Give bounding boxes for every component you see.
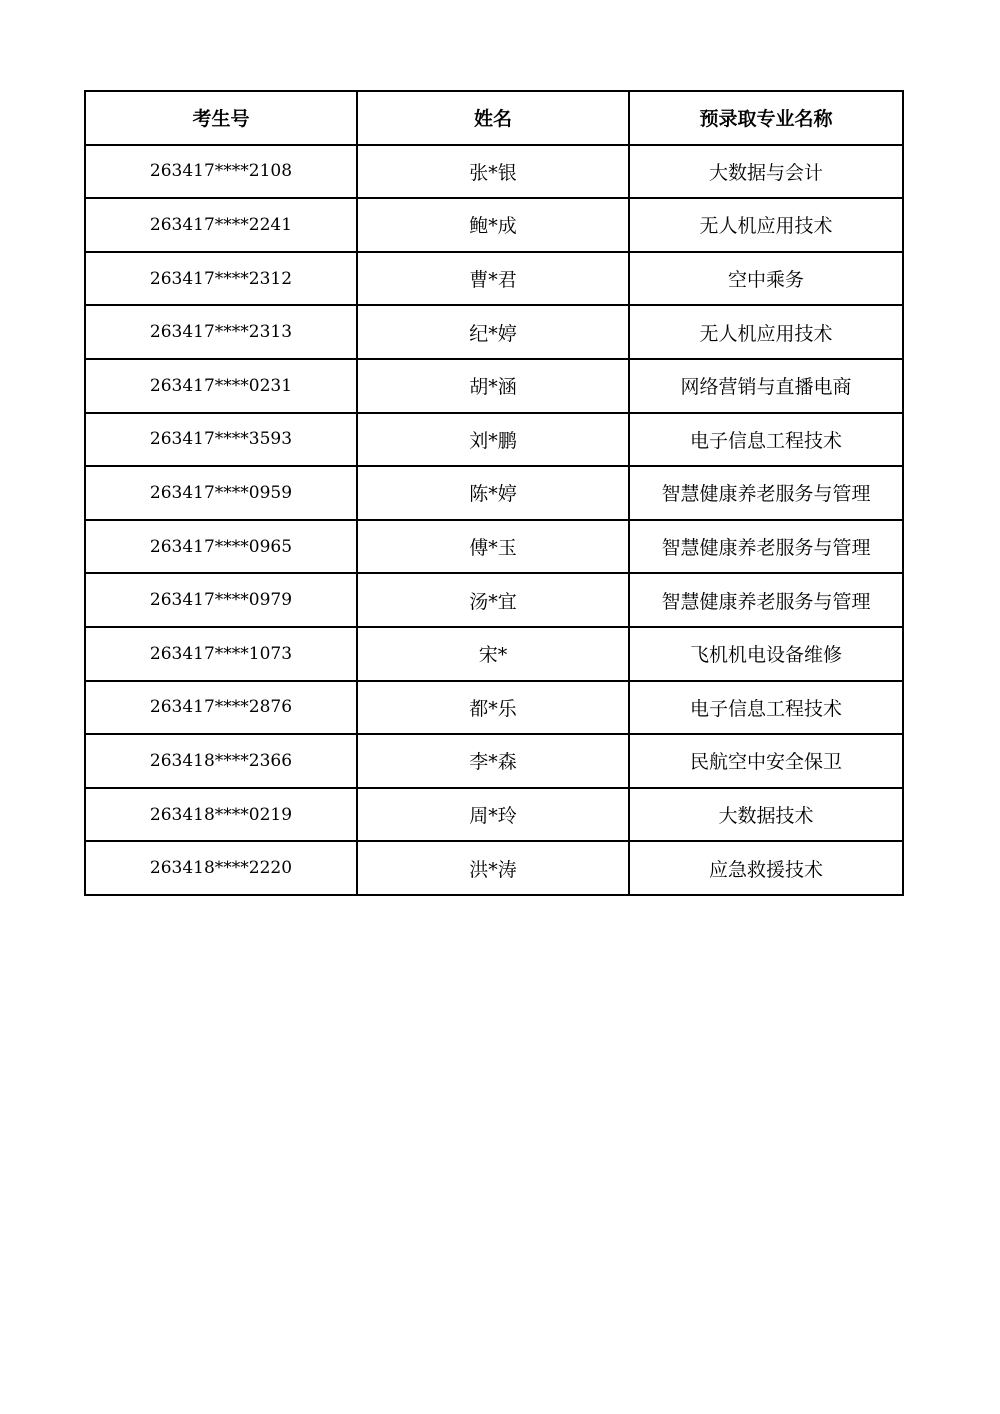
major-cell: 空中乘务 — [629, 252, 903, 306]
major-cell: 智慧健康养老服务与管理 — [629, 520, 903, 574]
student-name-cell: 曹*君 — [357, 252, 629, 306]
table-row — [85, 681, 903, 735]
table-row — [85, 841, 903, 895]
table-row — [85, 627, 903, 681]
student-name-cell: 胡*涵 — [357, 359, 629, 413]
table-row — [85, 520, 903, 574]
student-name-cell: 都*乐 — [357, 681, 629, 735]
table-row — [85, 305, 903, 359]
exam-number-cell: 263417****1073 — [85, 627, 357, 681]
table-row — [85, 198, 903, 252]
major-cell: 民航空中安全保卫 — [629, 734, 903, 788]
exam-number-cell: 263417****0965 — [85, 520, 357, 574]
exam-number-cell: 263417****2313 — [85, 305, 357, 359]
student-name-cell: 宋* — [357, 627, 629, 681]
major-cell: 应急救援技术 — [629, 841, 903, 895]
student-name-cell: 周*玲 — [357, 788, 629, 842]
student-name-cell: 李*森 — [357, 734, 629, 788]
student-name-cell: 汤*宜 — [357, 573, 629, 627]
major-cell: 飞机机电设备维修 — [629, 627, 903, 681]
table-row — [85, 734, 903, 788]
student-name-cell: 纪*婷 — [357, 305, 629, 359]
student-name-cell: 陈*婷 — [357, 466, 629, 520]
header-major: 预录取专业名称 — [629, 91, 903, 145]
admission-table — [84, 90, 904, 896]
header-name: 姓名 — [357, 91, 629, 145]
table-row — [85, 573, 903, 627]
header-exam-number: 考生号 — [85, 91, 357, 145]
major-cell: 大数据与会计 — [629, 145, 903, 199]
major-cell: 大数据技术 — [629, 788, 903, 842]
major-cell: 电子信息工程技术 — [629, 681, 903, 735]
student-name-cell: 洪*涛 — [357, 841, 629, 895]
major-cell: 无人机应用技术 — [629, 305, 903, 359]
table-row — [85, 788, 903, 842]
student-name-cell: 刘*鹏 — [357, 413, 629, 467]
exam-number-cell: 263417****2241 — [85, 198, 357, 252]
major-cell: 无人机应用技术 — [629, 198, 903, 252]
student-name-cell: 张*银 — [357, 145, 629, 199]
table-row — [85, 145, 903, 199]
exam-number-cell: 263417****0959 — [85, 466, 357, 520]
table-row — [85, 466, 903, 520]
exam-number-cell: 263417****2108 — [85, 145, 357, 199]
exam-number-cell: 263417****3593 — [85, 413, 357, 467]
student-name-cell: 傅*玉 — [357, 520, 629, 574]
table-row — [85, 413, 903, 467]
major-cell: 网络营销与直播电商 — [629, 359, 903, 413]
table-row — [85, 359, 903, 413]
major-cell: 电子信息工程技术 — [629, 413, 903, 467]
table-row — [85, 252, 903, 306]
exam-number-cell: 263418****2366 — [85, 734, 357, 788]
student-name-cell: 鲍*成 — [357, 198, 629, 252]
exam-number-cell: 263417****2876 — [85, 681, 357, 735]
exam-number-cell: 263417****0979 — [85, 573, 357, 627]
exam-number-cell: 263417****2312 — [85, 252, 357, 306]
major-cell: 智慧健康养老服务与管理 — [629, 573, 903, 627]
exam-number-cell: 263418****2220 — [85, 841, 357, 895]
major-cell: 智慧健康养老服务与管理 — [629, 466, 903, 520]
exam-number-cell: 263418****0219 — [85, 788, 357, 842]
table-header-row — [85, 91, 903, 145]
exam-number-cell: 263417****0231 — [85, 359, 357, 413]
